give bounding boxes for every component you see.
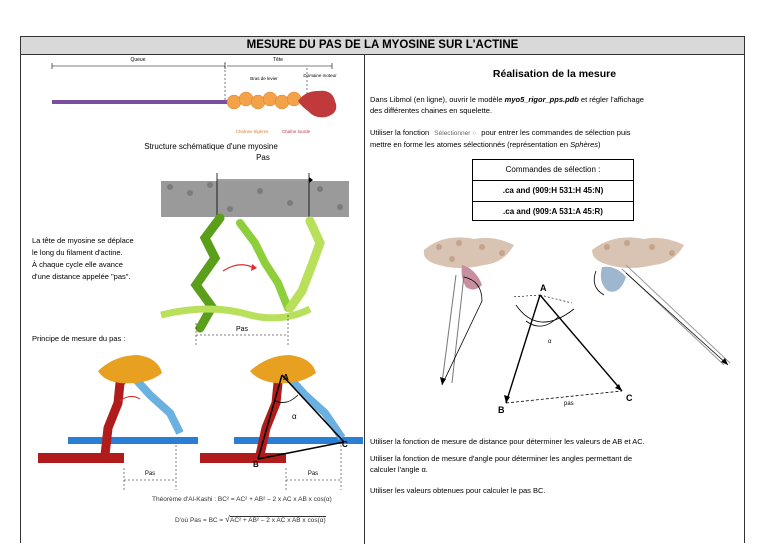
spheres-word: Sphères (570, 140, 599, 149)
instr2-line2-prefix: mettre en forme les atomes sélectionnés (représentation en (370, 140, 571, 149)
chaine-lourde-label: Chaîne lourde (281, 129, 311, 134)
selectionner-button[interactable] (431, 128, 479, 139)
section-title: Réalisation de la mesure (492, 68, 617, 80)
chaines-legeres-label: Chaînes légères (235, 129, 269, 134)
domaine-label: Domaine moteur (303, 73, 337, 78)
pas-top-label: Pas (256, 153, 270, 162)
model-name: myo5_rigor_pps.pdb (504, 95, 579, 104)
instr1-line2: des différentes chaines en squelette. (370, 106, 493, 115)
pas-bottom-label: Pas (235, 326, 249, 333)
actin-step-figure (161, 153, 349, 345)
instr4-line2: calculer l'angle α. (370, 465, 428, 474)
formula-pas: D'où Pas = BC = √AC² + AB² – 2 x AC x AB x cos(α) (175, 514, 326, 524)
point-b-left: B (253, 460, 259, 469)
search-icon: ○ (472, 130, 477, 137)
instr4-line1: Utiliser la fonction de mesure d'angle pour déterminer les angles permettant de (370, 454, 632, 463)
pas-label-right: pas (564, 401, 574, 407)
instr1-prefix: Dans Libmol (en ligne), ouvrir le modèle (370, 95, 505, 104)
head-line-1: La tête de myosine se déplace (32, 236, 134, 245)
page-title: MESURE DU PAS DE LA MYOSINE SUR L'ACTINE (21, 37, 744, 55)
bras-label: Bras de levier (250, 76, 278, 81)
instruction-2 (370, 127, 735, 150)
point-c-right: C (626, 393, 633, 403)
command-1: .ca and (909:H 531:H 45:N) (473, 181, 633, 202)
point-b-right: B (498, 405, 505, 415)
point-a-left: A (283, 373, 289, 382)
motor-domain (298, 91, 336, 118)
instruction-3: Utiliser la fonction de mesure de distance pour déterminer les valeurs de AB et AC. (370, 437, 645, 446)
queue-label: Queue (130, 57, 146, 63)
protein-structure-right (592, 237, 730, 365)
principe-label: Principe de mesure du pas : (32, 334, 126, 343)
selectionner-label: Sélectionner (434, 130, 471, 137)
structure-measure-figure (364, 225, 745, 430)
structure-caption: Structure schématique d'une myosine (144, 142, 278, 151)
head-line-3: À chaque cycle elle avance (32, 260, 123, 269)
head-line-2: le long du filament d'actine. (32, 248, 123, 257)
tete-label: Tête (272, 57, 284, 63)
formula-pas-root: AC² + AB² – 2 x AC x AB x cos(α) (229, 517, 326, 524)
command-2: .ca and (909:A 531:A 45:R) (503, 207, 603, 216)
pas-small-right: Pas (307, 471, 319, 477)
myosin-head-front (290, 221, 320, 308)
instruction-4 (370, 453, 740, 475)
instr2-prefix: Utiliser la fonction (370, 128, 430, 137)
left-illustrations (20, 53, 363, 543)
instr2-line2-suffix: ) (598, 140, 601, 149)
measure-principle-figure (38, 355, 363, 490)
myosin-schematic (52, 57, 337, 134)
selection-commands-box (472, 159, 634, 221)
alpha-right: α (548, 339, 552, 345)
myosin-tail (52, 100, 230, 104)
protein-structure-left (424, 237, 514, 385)
formula-pas-prefix: D'où Pas = BC = (175, 517, 226, 524)
instruction-5: Utiliser les valeurs obtenues pour calculer le pas BC. (370, 486, 546, 495)
instruction-1 (370, 94, 735, 116)
head-description (32, 235, 167, 283)
commands-title: Commandes de sélection : (473, 160, 633, 181)
head-line-4: d'une distance appelée "pas". (32, 272, 131, 281)
point-a-right: A (540, 283, 547, 293)
pas-small-left: Pas (144, 471, 156, 477)
alpha-left: α (292, 412, 297, 421)
light-chains (227, 92, 301, 109)
formula-al-kashi: Théorème d'Al-Kashi : BC² = AC² + AB² – 2 x AC x AB x cos(α) (152, 496, 332, 503)
point-c-left: C (342, 440, 348, 449)
instr2-suffix: pour entrer les commandes de sélection puis (481, 128, 631, 137)
instr1-suffix: et régler l'affichage (578, 95, 644, 104)
triangle-abc (498, 283, 633, 415)
